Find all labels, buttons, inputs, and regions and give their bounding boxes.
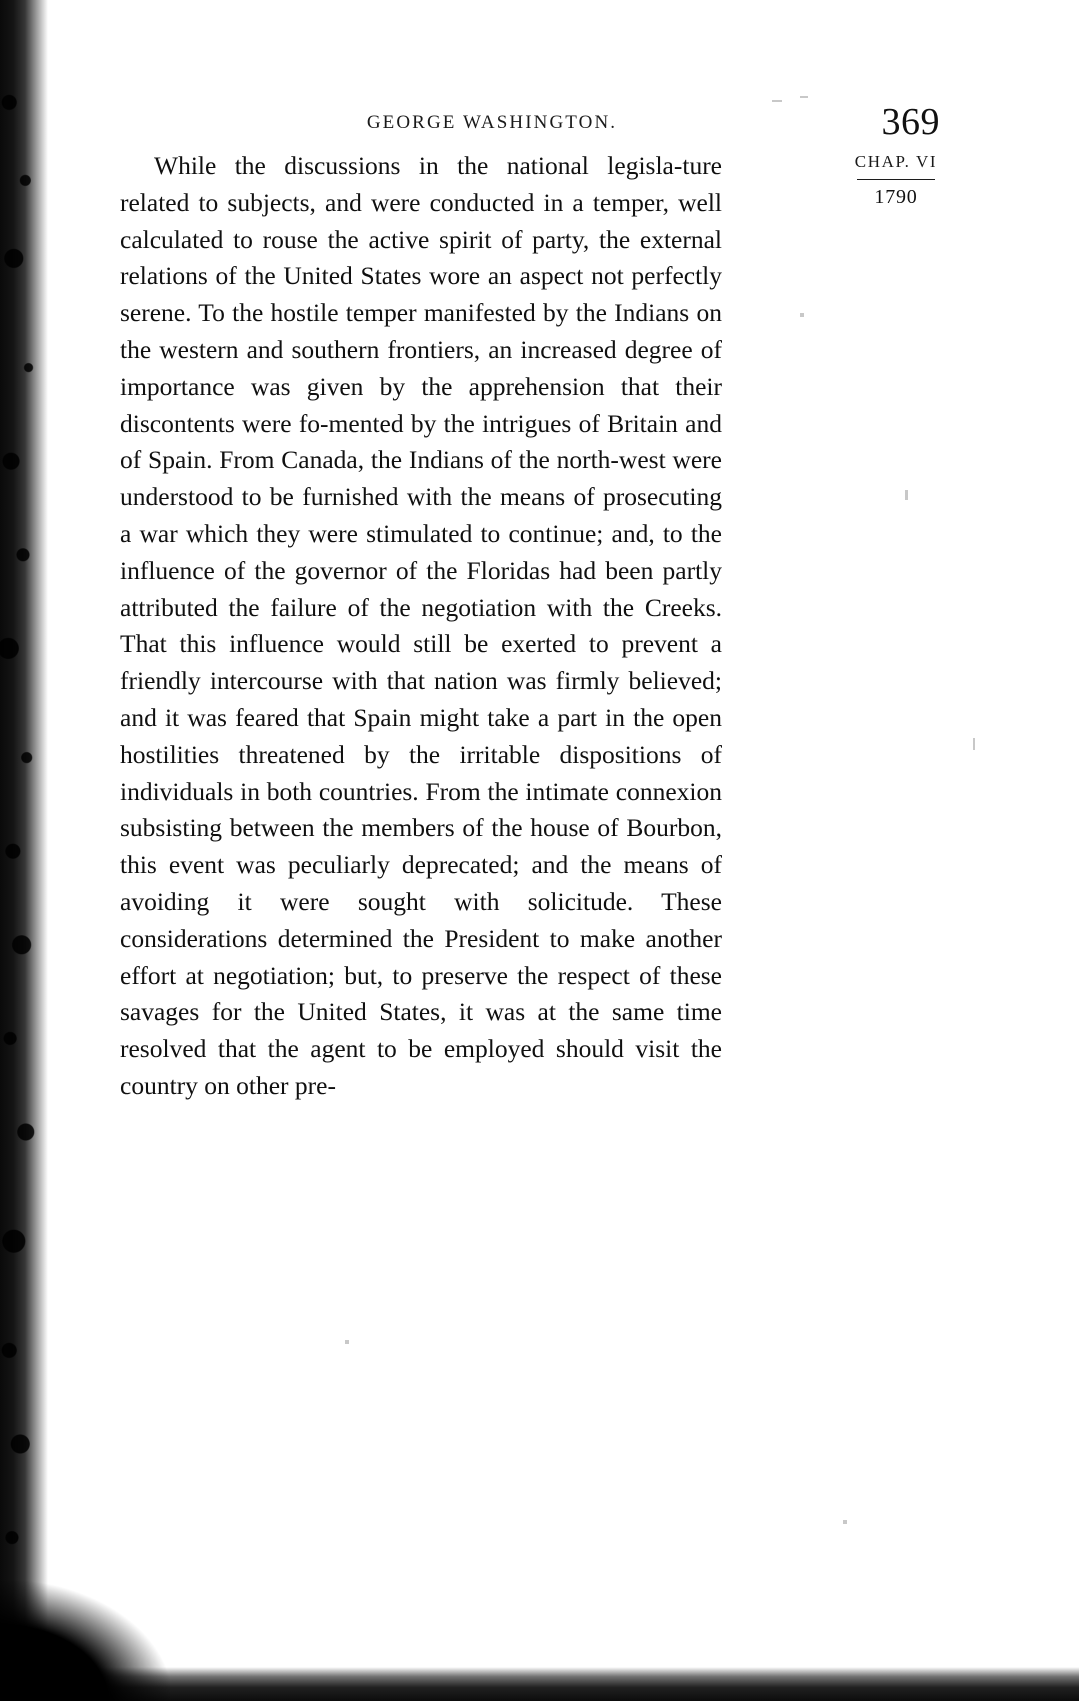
scan-fleck-icon [800, 313, 804, 317]
scan-corner-artifact [0, 1581, 170, 1701]
scan-fleck-icon [772, 100, 782, 102]
page-number: 369 [881, 101, 940, 143]
scan-fleck-icon [905, 490, 908, 500]
scan-fleck-icon [973, 738, 975, 750]
scan-fleck-icon [800, 96, 808, 98]
scan-fleck-icon [345, 1340, 349, 1344]
marginal-note [821, 152, 971, 209]
marginal-chapter-label: CHAP. VI [854, 152, 938, 171]
marginal-year-label: 1790 [874, 186, 918, 208]
scan-speckle-artifact [0, 40, 46, 1600]
marginal-rule [857, 179, 935, 180]
running-head: GEORGE WASHINGTON. [366, 112, 618, 133]
body-paragraph: While the discussions in the national legisla-ture related to subjects, and were conducted in a temper, well calculated to rouse the active spirit of party, the external relations of the United States wore an aspect not perfectly serene. To the hostile temper manifested by the Indians on the western and southern frontiers, an increased degree of importance was given by the apprehension that their discontents were fo-mented by the intrigues of Britain and of Spain. From Canada, the Indians of the north-west were understood to be furnished with the means of prosecuting a war which they were stimulated to continue; and, to the influence of the governor of the Floridas had been partly attributed the failure of the negotiation with the Creeks. That this influence would still be exerted to prevent a friendly intercourse with that nation was firmly believed; and it was feared that Spain might take a part in the open hostilities threatened by the irritable dispositions of individuals in both countries. From the intimate connexion subsisting between the members of the house of Bourbon, this event was peculiarly deprecated; and the means of avoiding it were sought with solicitude. These considerations determined the President to make another effort at negotiation; but, to preserve the respect of these savages for the United States, it was at the same time resolved that the agent to be employed should visit the country on other pre- [120, 151, 722, 1100]
body-text-column [120, 148, 722, 1105]
scan-fleck-icon [843, 1520, 847, 1524]
